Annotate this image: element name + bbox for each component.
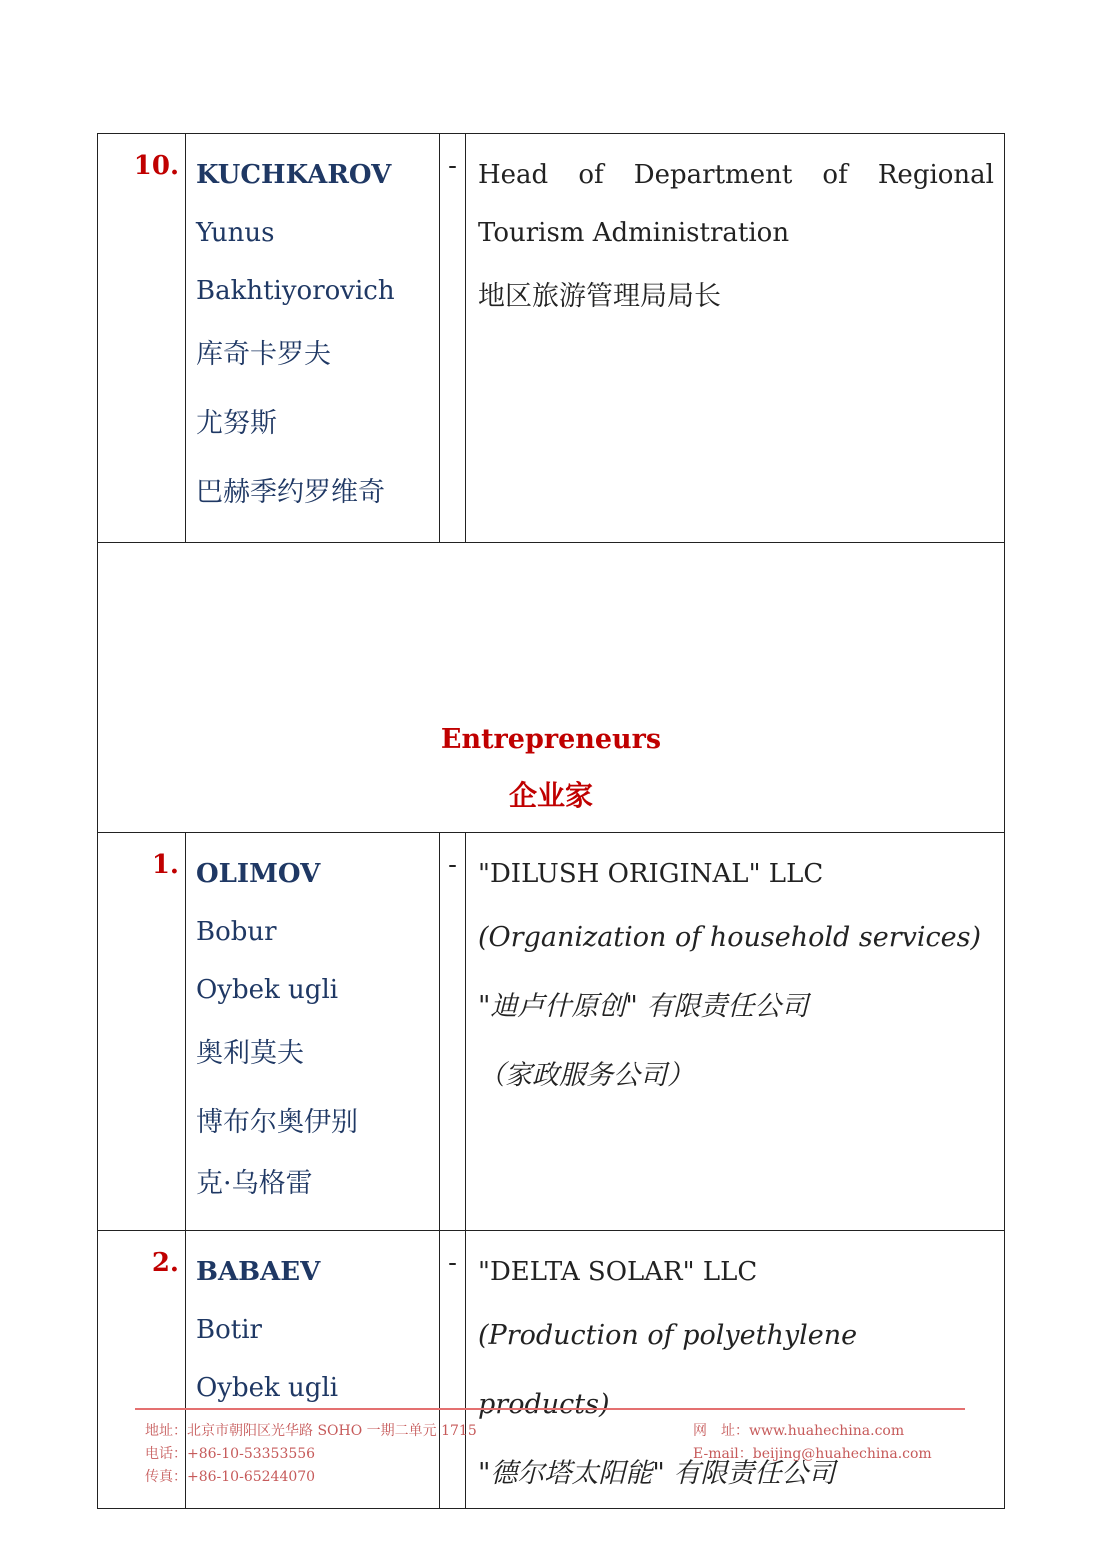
company-name-zh: "迪卢什原创" 有限责任公司 bbox=[478, 991, 809, 1022]
company-activity-zh: （家政服务公司） bbox=[478, 1060, 694, 1091]
company-activity-en: (Organization of household services) bbox=[478, 922, 981, 953]
delegation-table bbox=[97, 133, 1005, 1509]
person-given-name: Bobur bbox=[196, 917, 277, 947]
footer-contact-right bbox=[693, 1420, 932, 1466]
dash-separator: - bbox=[440, 833, 466, 1231]
row-number: 1. bbox=[98, 833, 186, 1231]
footer-address: 地址：北京市朝阳区光华路 SOHO 一期二单元 1715 bbox=[145, 1423, 477, 1439]
person-given-name: Botir bbox=[196, 1315, 262, 1345]
row-number: 2. bbox=[98, 1231, 186, 1509]
person-given-name: Yunus bbox=[196, 218, 275, 248]
person-chinese-name: 博布尔奥伊别 bbox=[196, 1107, 358, 1138]
position-title-en: Tourism Administration bbox=[478, 218, 790, 248]
dash-separator: - bbox=[440, 134, 466, 543]
company-activity-en: (Production of polyethylene products) bbox=[478, 1320, 858, 1420]
position-title-en: Head of Department of Regional bbox=[478, 160, 994, 190]
section-title-en: Entrepreneurs bbox=[440, 724, 662, 755]
person-surname: OLIMOV bbox=[196, 859, 321, 889]
footer-contact-left bbox=[145, 1420, 477, 1489]
section-title-zh: 企业家 bbox=[508, 779, 593, 812]
section-row bbox=[98, 543, 1005, 833]
dash-separator: - bbox=[440, 1231, 466, 1509]
company-cell bbox=[466, 833, 1005, 1231]
person-name-cell bbox=[186, 833, 440, 1231]
table-row bbox=[98, 833, 1005, 1231]
position-cell bbox=[466, 134, 1005, 543]
company-name-zh: "德尔塔太阳能" 有限责任公司 bbox=[478, 1458, 836, 1489]
company-name-en: "DELTA SOLAR" LLC bbox=[478, 1257, 758, 1287]
table-row bbox=[98, 134, 1005, 543]
person-chinese-name: 巴赫季约罗维奇 bbox=[196, 477, 385, 508]
footer-website[interactable]: 网 址：www.huahechina.com bbox=[693, 1423, 905, 1439]
company-cell bbox=[466, 1231, 1005, 1509]
person-patronymic: Bakhtiyorovich bbox=[196, 276, 395, 306]
company-name-en: "DILUSH ORIGINAL" LLC bbox=[478, 859, 824, 889]
person-name-cell bbox=[186, 134, 440, 543]
section-heading-cell bbox=[98, 543, 1005, 833]
person-chinese-name: 奥利莫夫 bbox=[196, 1038, 304, 1069]
person-patronymic: Oybek ugli bbox=[196, 1373, 339, 1403]
footer-email[interactable]: E-mail：beijing@huahechina.com bbox=[693, 1446, 932, 1462]
person-chinese-name: 尤努斯 bbox=[196, 408, 277, 439]
position-title-zh: 地区旅游管理局局长 bbox=[478, 281, 721, 312]
person-chinese-name: 库奇卡罗夫 bbox=[196, 339, 331, 370]
row-number: 10. bbox=[98, 134, 186, 543]
person-surname: BABAEV bbox=[196, 1257, 321, 1287]
footer-fax: 传真：+86-10-65244070 bbox=[145, 1469, 316, 1485]
person-surname: KUCHKAROV bbox=[196, 160, 392, 190]
person-chinese-name: 克·乌格雷 bbox=[196, 1168, 313, 1199]
footer-divider bbox=[135, 1408, 965, 1410]
footer-phone: 电话：+86-10-53353556 bbox=[145, 1446, 316, 1462]
person-patronymic: Oybek ugli bbox=[196, 975, 339, 1005]
